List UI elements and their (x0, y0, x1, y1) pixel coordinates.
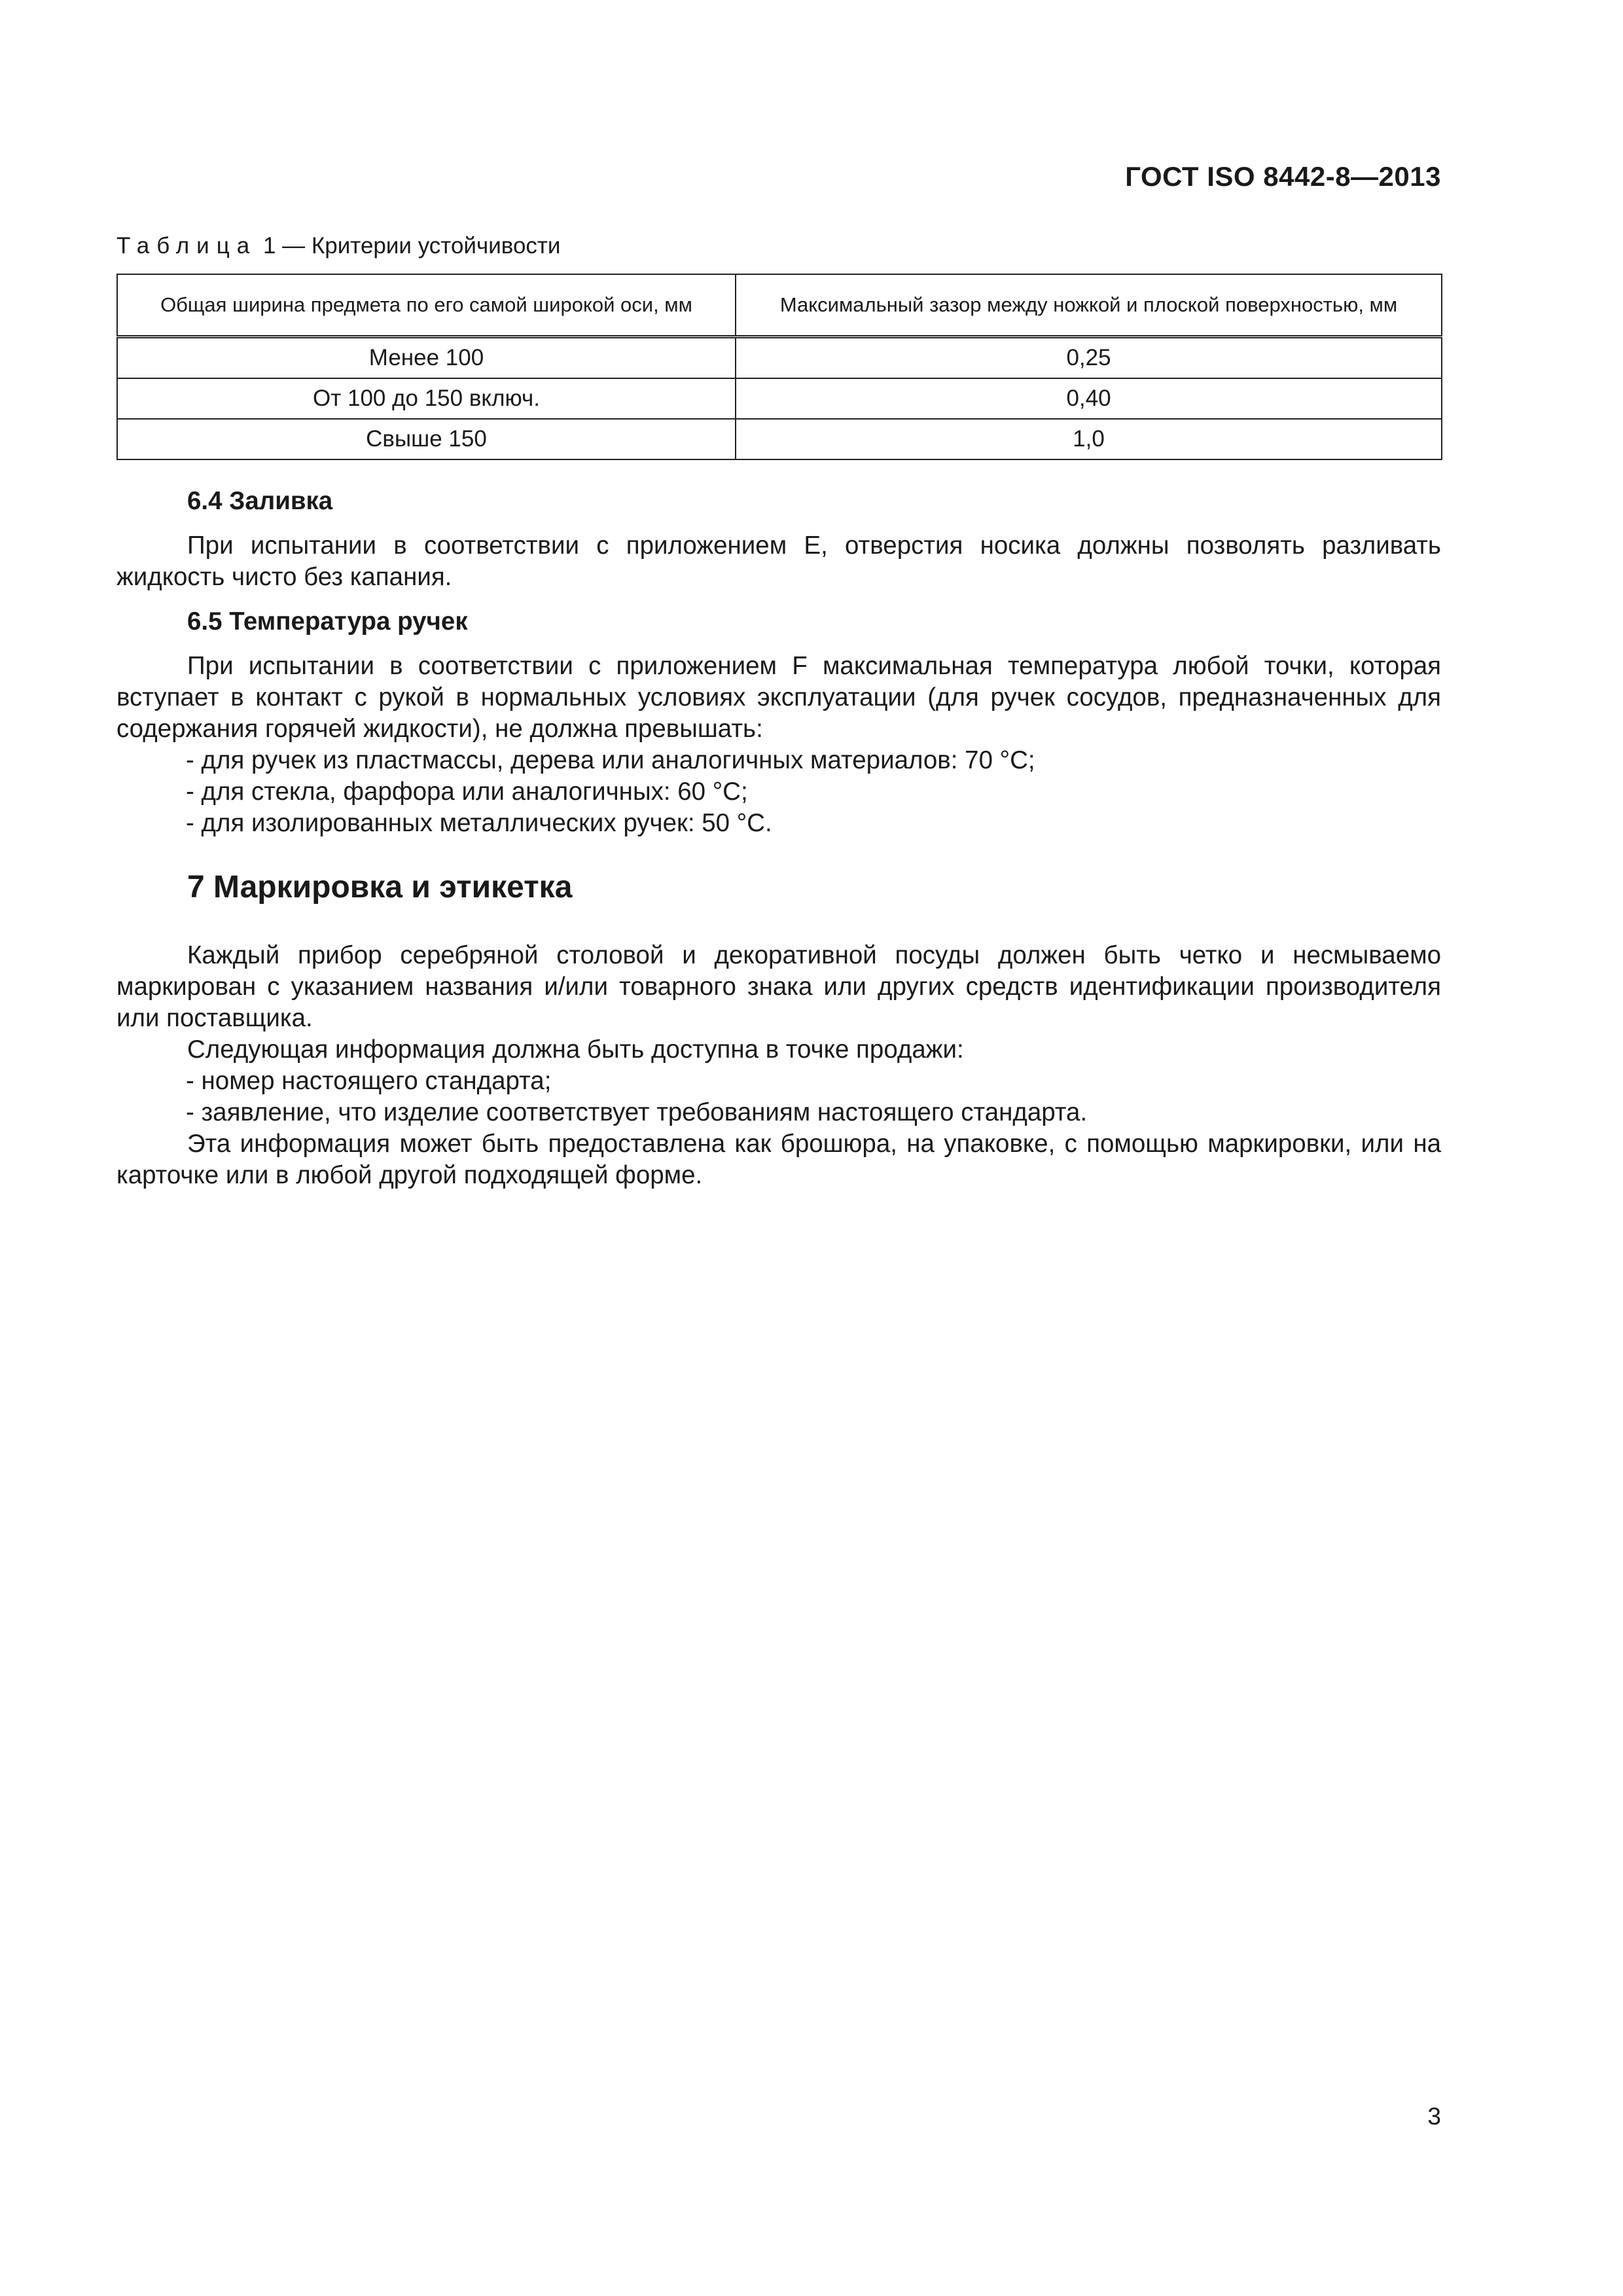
document-body (116, 486, 1441, 1191)
table-header-row (117, 274, 1442, 337)
section-7-paragraph-3: Эта информация может быть предоставлена как брошюра, на упаковке, с помощью маркировки, или на карточке или в любой другой подходящей форме. (116, 1130, 1441, 1189)
section-6-5-paragraph: При испытании в соответствии с приложением F максимальная температура любой точки, которая вступает в контакт с рукой в нормальных условиях эксплуатации (для ручек сосудов, предназначенных для содержания горячей жидкости), не должна превышать: (116, 652, 1441, 743)
table-caption-word: Таблица (116, 233, 257, 259)
table-row (117, 337, 1442, 379)
section-6-5-heading: 6.5 Температура ручек (187, 607, 468, 636)
table-cell: Свыше 150 (117, 419, 736, 459)
page-number: 3 (1427, 2103, 1441, 2130)
list-item: - для изолированных металлических ручек: 50 °C. (186, 809, 772, 837)
list-item: - номер настоящего стандарта; (186, 1067, 552, 1095)
table-cell: 0,25 (736, 337, 1442, 379)
table-caption-number: 1 (262, 233, 276, 259)
list-item: - для стекла, фарфора или аналогичных: 60 °C; (186, 778, 748, 806)
table-cell: От 100 до 150 включ. (117, 378, 736, 419)
table-caption-title: — Критерии устойчивости (282, 233, 561, 259)
table-cell: 0,40 (736, 378, 1442, 419)
section-6-4-paragraph: При испытании в соответствии с приложением E, отверстия носика должны позволять разливать жидкость чисто без капания. (116, 531, 1441, 591)
section-7-paragraph-1: Каждый прибор серебряной столовой и декоративной посуды должен быть четко и несмываемо маркирован с указанием названия и/или товарного знака или других средств идентификации производителя или поставщика. (116, 941, 1441, 1032)
table-row (117, 378, 1442, 419)
table-caption (116, 233, 561, 259)
table-cell: 1,0 (736, 419, 1442, 459)
table-cell: Менее 100 (117, 337, 736, 379)
table-row (117, 419, 1442, 459)
document-code: ГОСТ ISO 8442-8—2013 (1125, 161, 1441, 192)
table-column-header: Максимальный зазор между ножкой и плоской поверхностью, мм (736, 274, 1442, 337)
section-6-4-heading: 6.4 Заливка (187, 487, 333, 515)
list-item: - для ручек из пластмассы, дерева или аналогичных материалов: 70 °C; (186, 746, 1035, 774)
section-7-heading: 7 Маркировка и этикетка (187, 870, 573, 905)
section-7-paragraph-2: Следующая информация должна быть доступна в точке продажи: (187, 1035, 964, 1064)
table-column-header: Общая ширина предмета по его самой широкой оси, мм (117, 274, 736, 337)
list-item: - заявление, что изделие соответствует требованиям настоящего стандарта. (186, 1098, 1088, 1126)
stability-criteria-table (116, 274, 1441, 460)
